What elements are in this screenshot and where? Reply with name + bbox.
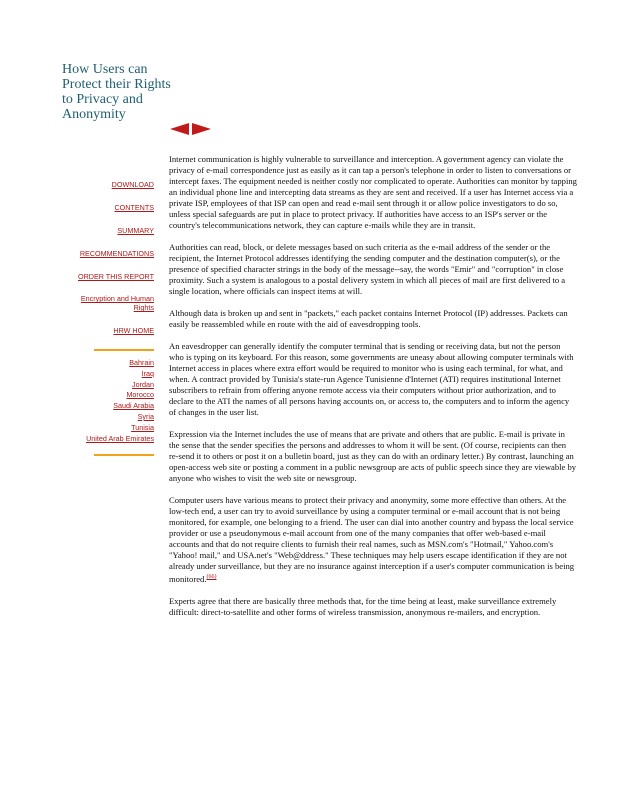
page-title: How Users can Protect their Rights to Privacy and Anonymity (62, 62, 171, 122)
recommendations-link[interactable]: RECOMMENDATIONS (79, 249, 154, 258)
country-link-syria[interactable]: Syria (137, 411, 154, 421)
paragraph-text: Computer users have various means to protect their privacy and anonymity, some more effective than others. At the low-tech end, a user can try to avoid surveillance by using a computer terminal or e-mail account that is not being monitored, for example, one belonging to a friend. The user can dial into another country and bypass the local service provider or use a pseudonymous e-mail account from one of the many companies that offer web-based e-mail accounts and that do not require clients to furnish their real names, such as MSN.com's "Hotmail," Yahoo.com's "Yahoo! mail," and USA.net's "Web@ddress." These techniques may help users escape identification if they are not already under surveillance, but they are no insurance against interception if a user's computer communication is being monitored. (169, 495, 575, 584)
paragraph: Although data is broken up and sent in "packets," each packet contains Internet Protocol (IP) addresses. Packets can easily be reassembled while en route with the aid of eavesdropping tools. (169, 308, 568, 329)
country-link-iraq[interactable]: Iraq (141, 368, 154, 378)
country-link-saudi-arabia[interactable]: Saudi Arabia (113, 401, 154, 411)
nav-separator-top (94, 349, 154, 351)
hrw-home-link[interactable]: HRW HOME (113, 326, 154, 335)
main-content (169, 154, 577, 629)
left-arrow-icon[interactable] (170, 123, 189, 135)
contents-link[interactable]: CONTENTS (114, 203, 154, 212)
paragraph: An eavesdropper can generally identify the computer terminal that is sending or receiving data, but not the person who is typing on its keyboard. For this reason, some governments are uneasy about allowing computer terminals with Internet access in places where extra effort would be required to monitor who is using each terminal, for what, and when. A contract provided by Tunisia's state-run Agence Tunisienne d'Internet (ATI) requires institutional Internet subscribers to refrain from offering anyone remote access via their computers without prior authorization, and to declare to the ATI the names of all persons having accounts on, or access to, the computers and to inform the agency of changes in the user list. (169, 341, 574, 417)
order-report-link[interactable]: ORDER THIS REPORT (77, 272, 154, 281)
paragraph: Internet communication is highly vulnerable to surveillance and interception. A government agency can violate the privacy of e-mail correspondence just as easily as it can tap a person's telephone in order to listen to conversations or intercept faxes. The equipment needed is neither costly nor complicated to operate. Authorities can monitor by tapping an individual phone line and intercepting data streams as they are sent and received. If a user has Internet access via a private ISP, employees of that ISP can open and read e-mail sent through it or allow police investigators to do so, unless special safeguards are put in place to protect privacy. If authorities have access to an ISP's server or the country's telecommunications network, they can capture e-mails while they are in transit. (169, 154, 577, 230)
download-link[interactable]: DOWNLOAD (111, 180, 154, 189)
paragraph: Authorities can read, block, or delete messages based on such criteria as the e-mail address of the sender or the recipient, the Internet Protocol addresses identifying the sending computer and the destination computer(s), or the presence of specified character strings in the body of the message--say, the words "Emir" and "corruption" in close proximity. Such a system is analogous to a postal delivery system in which all pieces of mail are first delivered to a single location, where officials can inspect items at will. (169, 242, 566, 296)
country-link-jordan[interactable]: Jordan (132, 379, 154, 389)
summary-link[interactable]: SUMMARY (117, 226, 154, 235)
footnote-link[interactable]: (66) (206, 574, 217, 580)
right-arrow-icon[interactable] (192, 123, 211, 135)
paragraph-with-footnote (169, 495, 577, 585)
paragraph: Expression via the Internet includes the use of means that are private and others that are public. E-mail is private in the sense that the sender specifies the persons and addresses to whom it will be sent. (Of course, recipients can then re-send it to others or post it on a bulletin board, just as they can do with an ordinary letter.) By contrast, launching an open-access web site or posting a comment in a public newsgroup are acts of public speech since they are viewable by anyone who wishes to visit the web site or newsgroup. (169, 429, 577, 483)
encryption-human-rights-link[interactable]: Encryption and Human Rights (80, 294, 154, 312)
page-navigation-arrows (170, 123, 211, 135)
country-link-bahrain[interactable]: Bahrain (129, 358, 154, 367)
country-link-tunisia[interactable]: Tunisia (131, 422, 154, 432)
country-list (86, 358, 154, 444)
country-link-uae[interactable]: United Arab Emirates (86, 433, 154, 443)
nav-separator-bottom (94, 454, 154, 456)
paragraph: Experts agree that there are basically three methods that, for the time being at least, make surveillance extremely difficult: direct-to-satellite and other forms of wireless transmission, anonymous re-mailers, and encryption. (169, 595, 557, 617)
country-link-morocco[interactable]: Morocco (126, 390, 154, 400)
